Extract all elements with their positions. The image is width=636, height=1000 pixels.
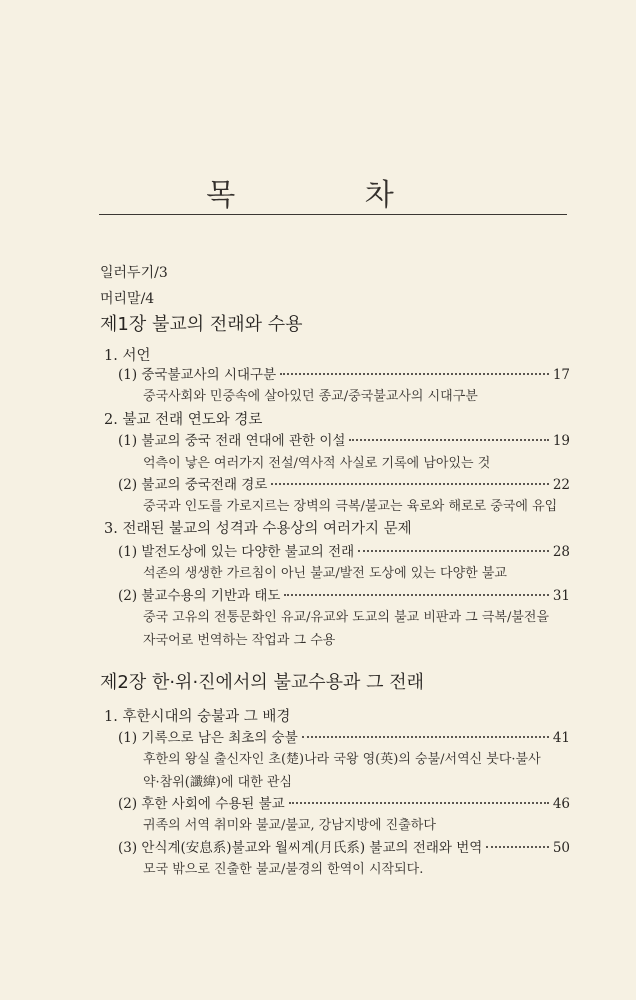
page-number: 19 — [552, 433, 570, 449]
toc-entry — [118, 540, 570, 560]
section-title: 1. 서언 — [104, 348, 151, 364]
entry-description: 중국 고유의 전통문화인 유교/유교와 도교의 불교 비판과 그 극복/불전을 — [143, 610, 550, 625]
toc-entry — [118, 363, 570, 383]
preface-item: 머리말/4 — [100, 291, 155, 307]
entry-description: 자국어로 번역하는 작업과 그 수용 — [143, 633, 336, 648]
dot-leader — [280, 373, 549, 375]
entry-description: 중국과 인도를 가로지르는 장벽의 극복/불교는 육로와 해로로 중국에 유입 — [143, 499, 558, 514]
entry-label: (2) 불교의 중국전래 경로 — [118, 477, 268, 493]
dot-leader — [302, 736, 549, 738]
page-number: 46 — [552, 796, 570, 812]
section-title: 1. 후한시대의 숭불과 그 배경 — [104, 709, 291, 725]
entry-label: (1) 발전도상에 있는 다양한 불교의 전래 — [118, 544, 355, 560]
page-number: 41 — [552, 730, 570, 746]
dot-leader — [349, 439, 548, 441]
entry-label: (3) 안식계(安息系)불교와 월씨계(月氏系) 불교의 전래와 번역 — [118, 840, 483, 856]
page-number: 31 — [552, 588, 570, 604]
entry-description: 중국사회와 민중속에 살아있던 종교/중국불교사의 시대구분 — [143, 389, 478, 404]
entry-description: 억측이 낳은 여러가지 전설/역사적 사실로 기록에 남아있는 것 — [143, 456, 491, 471]
entry-description: 약·참위(讖緯)에 대한 관심 — [143, 775, 293, 790]
entry-description: 후한의 왕실 출신자인 초(楚)나라 국왕 영(英)의 숭불/서역신 붓다·불사 — [143, 752, 541, 767]
preface-item: 일러두기/3 — [100, 265, 168, 281]
entry-label: (1) 기록으로 남은 최초의 숭불 — [118, 730, 298, 746]
title-divider — [99, 214, 567, 215]
dot-leader — [284, 594, 548, 596]
dot-leader — [358, 550, 549, 552]
toc-entry — [118, 726, 570, 746]
entry-label: (1) 불교의 중국 전래 연대에 관한 이설 — [118, 433, 346, 449]
entry-description: 귀족의 서역 취미와 불교/불교, 강남지방에 진출하다 — [143, 818, 436, 833]
page-number: 17 — [552, 367, 570, 383]
chapter-title: 제1장 불교의 전래와 수용 — [100, 314, 303, 335]
section-title: 2. 불교 전래 연도와 경로 — [104, 412, 263, 428]
entry-label: (2) 불교수용의 기반과 태도 — [118, 588, 281, 604]
toc-entry — [118, 473, 570, 493]
toc-entry — [118, 584, 570, 604]
chapter-title: 제2장 한·위·진에서의 불교수용과 그 전래 — [100, 672, 424, 693]
entry-label: (2) 후한 사회에 수용된 불교 — [118, 796, 285, 812]
page-title: 목 차 — [206, 178, 454, 213]
entry-description: 석존의 생생한 가르침이 아닌 불교/발전 도상에 있는 다양한 불교 — [143, 566, 507, 581]
page-number: 22 — [552, 477, 570, 493]
toc-entry — [118, 836, 570, 856]
entry-label: (1) 중국불교사의 시대구분 — [118, 367, 277, 383]
page-number: 28 — [552, 544, 570, 560]
dot-leader — [486, 846, 548, 848]
page-number: 50 — [552, 840, 570, 856]
toc-entry — [118, 429, 570, 449]
toc-entry — [118, 792, 570, 812]
section-title: 3. 전래된 불교의 성격과 수용상의 여러가지 문제 — [104, 521, 412, 537]
dot-leader — [271, 483, 548, 485]
dot-leader — [289, 802, 549, 804]
entry-description: 모국 밖으로 진출한 불교/불경의 한역이 시작되다. — [143, 862, 424, 877]
